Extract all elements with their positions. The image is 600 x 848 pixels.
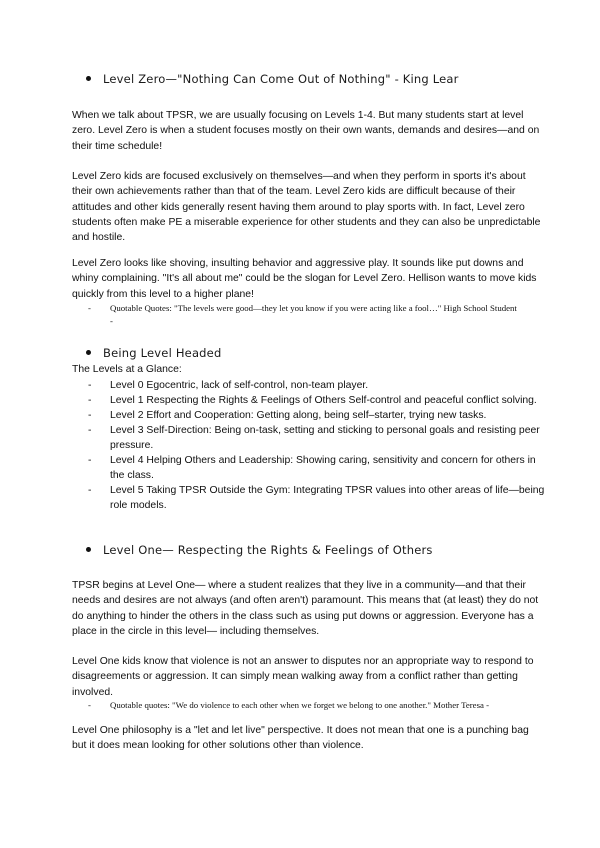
section-heading-level-zero [86, 72, 459, 86]
paragraph [72, 169, 542, 245]
list-item-text: Level 0 Egocentric, lack of self-control, non-team player. [110, 380, 369, 391]
quote-block [88, 302, 518, 328]
list-item-text: Level 5 Taking TPSR Outside the Gym: Integrating TPSR values into other areas of life—being role models. [110, 485, 545, 511]
paragraph-text: Level Zero kids are focused exclusively on themselves—and when they perform in sports it's about their own achievements rather than that of the team. Level Zero kids are difficult because of their attitudes and other kids generally resent having them around to play sports with. In fact, Level zero students often make PE a miserable experience for other students and they can also be unpredictable and hostile. [72, 171, 541, 244]
paragraph-text: Level One kids know that violence is not an answer to disputes nor an appropriate way to respond to disagreements or aggression. It can simply mean walking away from a conflict rather than getting involved. [72, 656, 534, 698]
quote-text: Quotable Quotes: "The levels were good—they let you know if you were acting like a fool…" High School Student - [110, 303, 517, 326]
heading-text: Level One— Respecting the Rights & Feelings of Others [103, 543, 433, 557]
paragraph [72, 108, 542, 154]
quote-text: Quotable quotes: "We do violence to each other when we forget we belong to one another." Mother Teresa - [110, 700, 490, 710]
paragraph [72, 578, 542, 639]
list-item-text: Level 2 Effort and Cooperation: Getting along, being self–starter, trying new tasks. [110, 410, 487, 421]
list-item: - Level 0 Egocentric, lack of self-control, non-team player. [88, 380, 369, 391]
list-item: - Level 3 Self-Direction: Being on-task, setting and sticking to personal goals and resisting peer pressure. [88, 425, 540, 451]
list-item: - Level 4 Helping Others and Leadership: Showing caring, sensitivity and concern for others in the class. [88, 455, 536, 481]
paragraph-text: TPSR begins at Level One— where a student realizes that they live in a community—and that their needs and desires are not always (and often aren't) paramount. This means that (at least) they do not do anything to hinder the others in the class such as using put downs or aggression. Everyone has a place in the circle in this level— including themselves. [72, 580, 539, 637]
paragraph [72, 654, 542, 700]
dash-marker: - [88, 303, 91, 313]
heading-text: Being Level Headed [103, 346, 222, 360]
list-item: - Level 5 Taking TPSR Outside the Gym: Integrating TPSR values into other areas of life—being role models. [88, 485, 545, 511]
paragraph-text: Level One philosophy is a "let and let live" perspective. It does not mean that one is a punching bag but it does mean looking for other solutions other than violence. [72, 725, 529, 752]
paragraph [72, 256, 542, 302]
heading-text: Level Zero—"Nothing Can Come Out of Nothing" - King Lear [103, 72, 459, 86]
list-item: - Level 1 Respecting the Rights & Feelings of Others Self-control and peaceful conflict solving. [88, 395, 537, 406]
bullet-icon [86, 547, 91, 552]
paragraph [72, 723, 542, 754]
levels-list [88, 378, 548, 513]
list-item-text: Level 4 Helping Others and Leadership: Showing caring, sensitivity and concern for others in the class. [110, 455, 536, 481]
list-item-text: Level 1 Respecting the Rights & Feelings of Others Self-control and peaceful conflict solving. [110, 395, 537, 406]
list-item-text: Level 3 Self-Direction: Being on-task, setting and sticking to personal goals and resisting peer pressure. [110, 425, 540, 451]
quote-block [88, 699, 518, 712]
list-item: - Level 2 Effort and Cooperation: Getting along, being self–starter, trying new tasks. [88, 410, 487, 421]
dash-marker: - [88, 700, 91, 710]
paragraph-text: Level Zero looks like shoving, insulting behavior and aggressive play. It sounds like put downs and whiny complaining. "It's all about me" could be the slogan for Level Zero. Hellison wants to move kids quickly from this level to a higher plane! [72, 258, 537, 300]
bullet-icon [86, 76, 91, 81]
bullet-icon [86, 350, 91, 355]
section-heading-being-level-headed [86, 346, 221, 360]
section-heading-level-one [86, 543, 433, 557]
paragraph-text: When we talk about TPSR, we are usually focusing on Levels 1-4. But many students start at level zero. Level Zero is when a student focuses mostly on their own wants, demands and desires—and on their time schedule! [72, 110, 540, 152]
levels-intro [72, 362, 542, 377]
intro-text: The Levels at a Glance: [72, 364, 182, 375]
